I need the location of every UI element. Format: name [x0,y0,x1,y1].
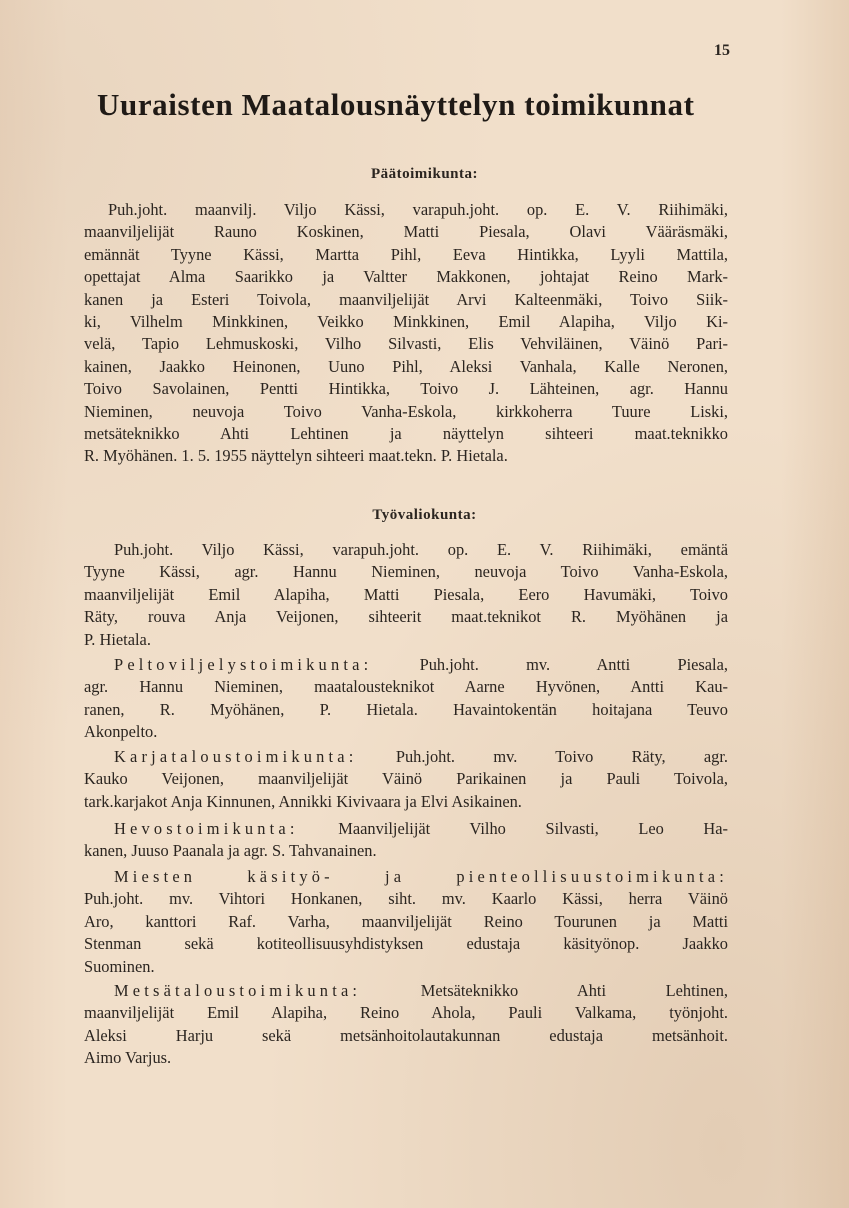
text-line: P. Hietala. [84,629,151,649]
text-line: kanen, Juuso Paanala ja agr. S. Tahvanainen. [84,841,377,861]
text-line: Puh.joht. Viljo Kässi, varapuh.joht. op. E. V. Riihimäki, emäntä [114,540,728,559]
committee-label: Miesten käsityö- ja pienteollisuustoimikunta: [114,867,728,886]
text-line: kanen ja Esteri Toivola, maanviljelijät Arvi Kalteenmäki, Toivo Siik- [84,289,728,309]
text-line [84,980,728,1002]
committee-label: Karjataloustoimikunta: [114,747,358,766]
section-heading-tyovaliokunta: Työvaliokunta: [372,507,477,523]
paragraph-miesten [84,866,728,978]
text-line: ki, Vilhelm Minkkinen, Veikko Minkkinen, Emil Alapiha, Viljo Ki- [84,311,728,331]
text-fragment: Puh.joht. mv. Antti Piesala, [419,655,728,674]
text-line: metsäteknikko Ahti Lehtinen ja näyttelyn sihteeri maat.teknikko [84,423,728,443]
text-line: Toivo Savolainen, Pentti Hintikka, Toivo J. Lähteinen, agr. Hannu [84,379,728,399]
text-line [84,818,728,840]
text-line: tark.karjakot Anja Kinnunen, Annikki Kivivaara ja Elvi Asikainen. [84,791,522,811]
text-line: Stenman sekä kotiteollisuusyhdistyksen edustaja käsityönop. Jaakko [84,934,728,954]
paragraph-peltoviljely [84,654,728,744]
text-line: maanviljelijät Emil Alapiha, Reino Ahola, Pauli Valkama, työnjoht. [84,1003,728,1023]
text-line: maanviljelijät Rauno Koskinen, Matti Piesala, Olavi Vääräsmäki, [84,222,728,242]
text-fragment: Metsäteknikko Ahti Lehtinen, [420,981,728,1000]
paragraph-hevos [84,818,728,863]
text-line: Räty, rouva Anja Veijonen, sihteerit maat.teknikot R. Myöhänen ja [84,607,728,627]
text-line: emännät Tyyne Kässi, Martta Pihl, Eeva Hintikka, Lyyli Mattila, [84,244,728,264]
section-heading-paatoimikunta: Päätoimikunta: [370,166,478,182]
text-line: agr. Hannu Nieminen, maatalousteknikot Aarne Hyvönen, Antti Kau- [84,677,728,697]
text-line: Aro, kanttori Raf. Varha, maanviljelijät Reino Tourunen ja Matti [84,911,728,931]
paragraph-tyovaliokunta [84,539,728,651]
text-line: opettajat Alma Saarikko ja Valtter Makkonen, johtajat Reino Mark- [84,267,728,287]
text-line: Puh.joht. maanvilj. Viljo Kässi, varapuh.joht. op. E. V. Riihimäki, [108,200,728,219]
text-line [84,746,728,768]
committee-label: Peltoviljelystoimikunta: [114,655,373,674]
paragraph-metsatalous [84,980,728,1070]
text-fragment: Maanviljelijät Vilho Silvasti, Leo Ha- [338,819,728,838]
text-line: velä, Tapio Lehmuskoski, Vilho Silvasti, Elis Vehviläinen, Väinö Pari- [84,334,728,354]
text-line: Tyyne Kässi, agr. Hannu Nieminen, neuvoja Toivo Vanha-Eskola, [84,562,728,582]
text-line: Akonpelto. [84,722,158,742]
text-line: maanviljelijät Emil Alapiha, Matti Piesala, Eero Havumäki, Toivo [84,584,728,604]
text-line: Aimo Varjus. [84,1048,172,1068]
text-line: Kauko Veijonen, maanviljelijät Väinö Parikainen ja Pauli Toivola, [84,769,728,789]
committee-label: Hevostoimikunta: [114,819,299,838]
paragraph-karjatalous [84,746,728,813]
text-line [84,866,728,888]
page-title: Uuraisten Maatalousnäyttelyn toimikunnat [97,87,695,122]
text-line: ranen, R. Myöhänen, P. Hietala. Havaintokentän hoitajana Teuvo [84,699,728,719]
text-line [84,654,728,676]
text-line: R. Myöhänen. 1. 5. 1955 näyttelyn sihteeri maat.tekn. P. Hietala. [84,446,508,466]
text-line: kainen, Jaakko Heinonen, Uuno Pihl, Aleksi Vanhala, Kalle Neronen, [84,356,728,376]
paragraph-paatoimikunta [84,199,728,468]
text-line: Aleksi Harju sekä metsänhoitolautakunnan edustaja metsänhoit. [84,1025,728,1045]
committee-label: Metsätaloustoimikunta: [114,981,362,1000]
text-fragment: Puh.joht. mv. Toivo Räty, agr. [395,747,728,766]
page-number: 15 [714,42,730,59]
text-line: Nieminen, neuvoja Toivo Vanha-Eskola, kirkkoherra Tuure Liski, [84,401,728,421]
text-line: Puh.joht. mv. Vihtori Honkanen, siht. mv. Kaarlo Kässi, herra Väinö [84,889,728,909]
text-line: Suominen. [84,956,155,976]
